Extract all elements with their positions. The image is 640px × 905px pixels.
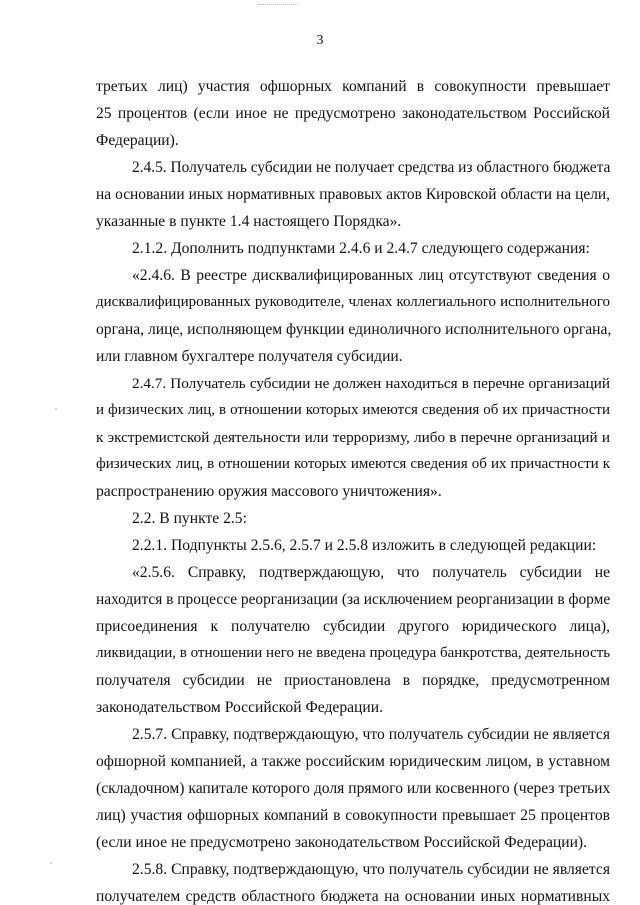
text-line: к экстремистской деятельности или терроризму, либо в перечне организаций и [96,429,610,446]
text-line: или главном бухгалтере получателя субсидии. [96,348,403,365]
text-line: 2.5.7. Справку, подтверждающую, что получатель субсидии не является [132,726,610,743]
text-line: «2.5.6. Справку, подтверждающую, что получатель субсидии не [132,564,610,581]
text-line: офшорной компанией, а также российским юридическим лицом, в уставном [96,753,610,770]
text-line: 2.4.5. Получатель субсидии не получает средства из областного бюджета [132,159,611,176]
scan-speck [50,862,52,864]
text-line: получателем средств областного бюджета на основании иных нормативных [96,888,610,905]
text-line: органа, лице, исполняющем функции единоличного исполнительного органа, [96,321,612,338]
text-line: находится в процессе реорганизации (за исключением реорганизации в форме [96,591,611,608]
text-line: 2.2.1. Подпункты 2.5.6, 2.5.7 и 2.5.8 изложить в следующей редакции: [132,537,597,554]
text-line: лиц) участия офшорных компаний в совокупности превышает 25 процентов [96,807,610,824]
text-line: 2.5.8. Справку, подтверждающую, что получатель субсидии не является [132,861,610,878]
text-line: 2.4.7. Получатель субсидии не должен находиться в перечне организаций [132,375,610,392]
page-number: 3 [316,33,324,48]
text-line: и физических лиц, в отношении которых имеются сведения об их причастности [96,402,610,418]
text-line: 25 процентов (если иное не предусмотрено законодательством Российской [96,105,610,122]
text-line: получателя субсидии не приостановлена в порядке, предусмотренном [96,672,610,689]
text-line: указанные в пункте 1.4 настоящего Порядка». [96,213,402,230]
text-line: третьих лиц) участия офшорных компаний в совокупности превышает [96,78,610,95]
text-line: «2.4.6. В реестре дисквалифицированных лиц отсутствуют сведения о [132,267,610,284]
text-line: физических лиц, в отношении которых имеются сведения об их причастности к [96,456,610,472]
text-line: присоединения к получателю субсидии другого юридического лица), [96,618,610,635]
text-line: Федерации). [96,132,179,149]
text-line: ликвидации, в отношении него не введена процедура банкротства, деятельность [96,645,611,661]
text-line: на основании иных нормативных правовых актов Кировской области на цели, [96,186,610,203]
scan-speck [55,408,57,410]
text-line: законодательством Российской Федерации. [96,699,383,716]
text-line: распространению оружия массового уничтожения». [96,483,442,500]
text-line: 2.1.2. Дополнить подпунктами 2.4.6 и 2.4.7 следующего содержания: [132,240,590,257]
text-line: (складочном) капитале которого доля прямого или косвенного (через третьих [96,780,611,797]
text-line: (если иное не предусмотрено законодательством Российской Федерации). [96,834,588,851]
text-line: 2.2. В пункте 2.5: [132,510,247,527]
text-line: дисквалифицированных руководителе, членах коллегиального исполнительного [96,294,610,310]
scan-artifact [258,4,298,9]
